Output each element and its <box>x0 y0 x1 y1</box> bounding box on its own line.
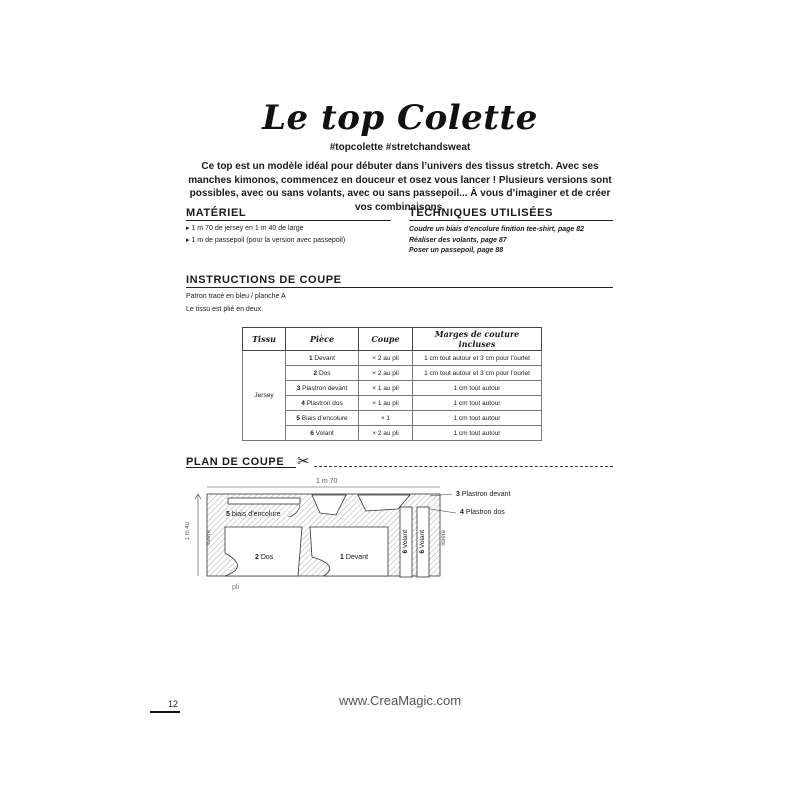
materiel-item: ▸ 1 m 70 de jersey en 1 m 40 de large <box>186 225 304 232</box>
techniques-heading: TECHNIQUES UTILISÉES <box>409 207 554 219</box>
materiel-heading: MATÉRIEL <box>186 207 247 219</box>
col-coupe: Coupe <box>359 328 413 351</box>
col-marges: Marges de couture incluses <box>413 328 542 351</box>
label-plastron-dos: 4 Plastron dos <box>460 509 505 516</box>
materiel-list <box>186 223 345 247</box>
piece-cell: 3 Plastron devant <box>286 381 359 396</box>
page-title: Le top Colette <box>262 98 538 138</box>
marges-cell: 1 cm tout autour et 3 cm pour l’ourlet <box>413 366 542 381</box>
hashtags: #topcolette #stretchandsweat <box>329 142 471 153</box>
materiel-rule <box>186 220 391 221</box>
table-row <box>243 411 542 426</box>
coupe-cell: × 2 au pli <box>359 351 413 366</box>
marges-cell: 1 cm tout autour <box>413 381 542 396</box>
piece-biais <box>228 498 300 504</box>
page-number-rule <box>150 711 180 713</box>
table-row <box>243 351 542 366</box>
label-volant-2: 6 Volant <box>419 530 426 554</box>
lisiere-label-right: lisière <box>441 530 447 546</box>
instructions-lines <box>186 290 286 316</box>
instruction-line: Le tissu est plié en deux. <box>186 306 264 313</box>
intro-paragraph: Ce top est un modèle idéal pour débuter dans l’univers des tissus stretch. Avec ses manches kimonos, commencez en douceur et osez vous lancer ! Plusieurs versions sont possibles, avec ou sans volants, avec ou sans passepoil... À vous d’imaginer et de créer vos combinaisons. <box>188 161 612 213</box>
plan-heading: PLAN DE COUPE <box>186 456 285 468</box>
table-row <box>243 366 542 381</box>
piece-dos <box>225 527 302 576</box>
col-piece: Pièce <box>286 328 359 351</box>
coupe-cell: × 2 au pli <box>359 366 413 381</box>
cutting-plan-diagram <box>180 475 460 600</box>
coupe-cell: × 2 au pli <box>359 426 413 441</box>
marges-cell: 1 cm tout autour <box>413 426 542 441</box>
piece-cell: 4 Plastron dos <box>286 396 359 411</box>
marges-cell: 1 cm tout autour <box>413 411 542 426</box>
piece-cell: 2 Dos <box>286 366 359 381</box>
table-header-row <box>243 328 542 351</box>
materiel-item: ▸ 1 m de passepoil (pour la version avec passepoil) <box>186 237 346 244</box>
instruction-line: Patron tracé en bleu / planche A <box>186 293 286 300</box>
watermark: www.CreaMagic.com <box>338 693 462 708</box>
instructions-heading: INSTRUCTIONS DE COUPE <box>186 274 342 286</box>
page-number: 12 <box>168 699 179 709</box>
tissu-cell: Jersey <box>243 351 286 441</box>
table-row <box>243 396 542 411</box>
lisiere-label-left: lisière <box>206 530 212 546</box>
label-plastron-devant: 3 Plastron devant <box>456 491 511 498</box>
marges-cell: 1 cm tout autour <box>413 396 542 411</box>
table-row <box>243 381 542 396</box>
label-devant: 1 Devant <box>340 554 369 561</box>
label-volant-1: 6 Volant <box>402 530 409 554</box>
instructions-rule <box>186 287 613 288</box>
technique-item: Coudre un biais d’encolure finition tee-shirt, page 82 <box>409 226 585 233</box>
piece-cell: 6 Volant <box>286 426 359 441</box>
marges-cell: 1 cm tout autour et 3 cm pour l’ourlet <box>413 351 542 366</box>
pli-label: pli <box>232 584 240 591</box>
coupe-cell: × 1 au pli <box>359 396 413 411</box>
cut-line <box>314 466 613 467</box>
plan-rule <box>186 467 296 468</box>
col-tissu: Tissu <box>243 328 286 351</box>
piece-cell: 5 Biais d’encolure <box>286 411 359 426</box>
label-biais: 5 biais d’encolure <box>226 511 281 518</box>
cutting-table <box>242 327 542 441</box>
coupe-cell: × 1 <box>359 411 413 426</box>
height-label: 1 m 40 <box>185 522 191 541</box>
techniques-rule <box>409 220 613 221</box>
width-label: 1 m 70 <box>316 478 338 485</box>
techniques-list <box>409 225 584 257</box>
technique-item: Poser un passepoil, page 88 <box>409 247 504 254</box>
piece-cell: 1 Devant <box>286 351 359 366</box>
label-dos: 2 Dos <box>255 554 274 561</box>
scissors-icon: ✂ <box>297 453 310 470</box>
coupe-cell: × 1 au pli <box>359 381 413 396</box>
table-row <box>243 426 542 441</box>
technique-item: Réaliser des volants, page 87 <box>409 236 507 244</box>
